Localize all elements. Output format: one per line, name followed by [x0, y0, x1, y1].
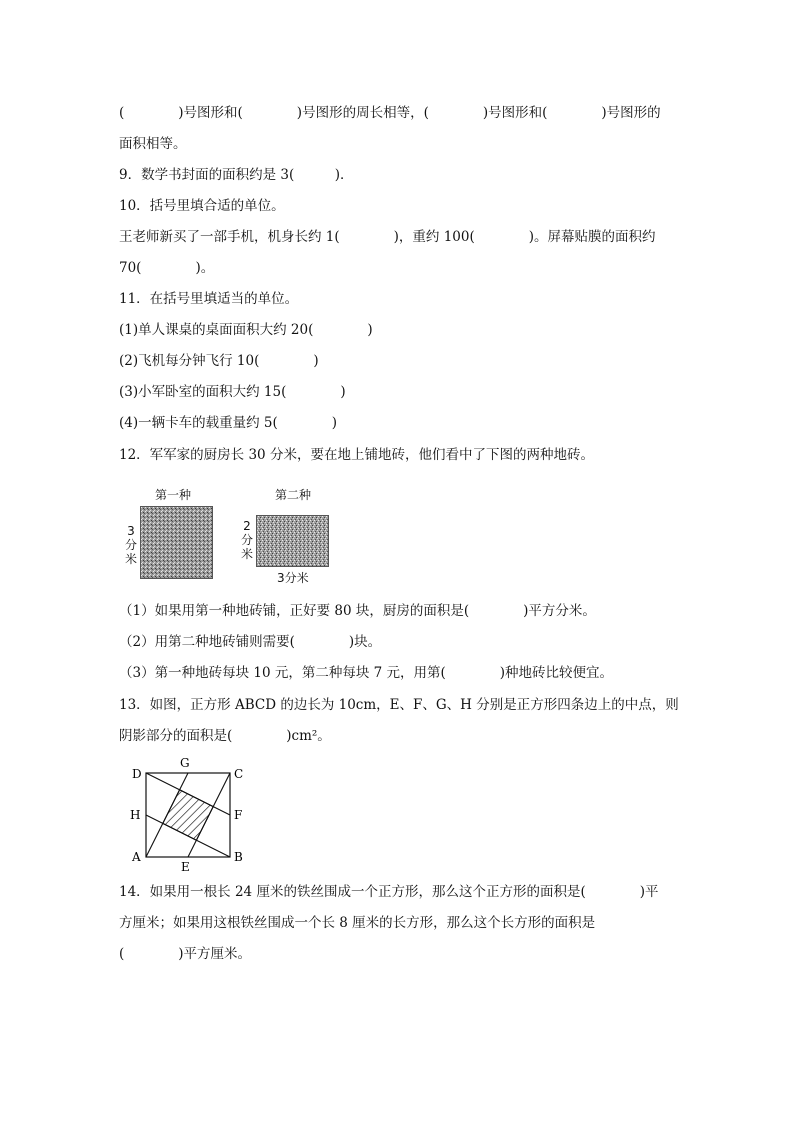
tile2-label: 第二种 — [275, 488, 312, 502]
label-a: A — [132, 850, 141, 864]
q12-sub3: （3）第一种地砖每块 10 元，第二种每块 7 元，用第( )种地砖比较便宜。 — [119, 665, 614, 681]
shaded-region — [163, 790, 213, 840]
granite-texture-2 — [257, 516, 328, 566]
tile2-side-label: 2 分 米 — [240, 519, 253, 561]
label-c: C — [234, 767, 244, 781]
label-h: H — [130, 808, 141, 822]
q12-title: 12．军军家的厨房长 30 分米，要在地上铺地砖，他们看中了下图的两种地砖。 — [119, 447, 594, 463]
q14-line1: 14．如果用一根长 24 厘米的铁丝围成一个正方形，那么这个正方形的面积是( )平 — [119, 884, 659, 900]
q10-line2: 70( )。 — [119, 260, 215, 276]
q14-line3: ( )平方厘米。 — [119, 946, 252, 962]
q11-item-4: (4)一辆卡车的载重量约 5( ) — [119, 415, 338, 431]
granite-texture-1 — [141, 507, 212, 578]
tile1-image — [140, 506, 213, 579]
label-f: F — [234, 808, 243, 822]
q8-line1: ( )号图形和( )号图形的周长相等，( )号图形和( )号图形的 — [119, 105, 661, 121]
label-e: E — [181, 860, 190, 873]
label-b: B — [234, 850, 243, 864]
q12-sub1: （1）如果用第一种地砖铺，正好要 80 块，厨房的面积是( )平方分米。 — [119, 603, 596, 619]
q9-text: 9．数学书封面的面积约是 3( )． — [119, 167, 354, 183]
q8-line2: 面积相等。 — [119, 136, 187, 152]
q11-title: 11．在括号里填适当的单位。 — [119, 291, 299, 307]
q12-sub2: （2）用第二种地砖铺则需要( )块。 — [119, 634, 382, 650]
tile2-bottom-label: 3分米 — [277, 571, 309, 585]
tile1-label: 第一种 — [155, 488, 192, 502]
q13-line1: 13．如图，正方形 ABCD 的边长为 10cm，E、F、G、H 分别是正方形四条边上的中点，则 — [119, 697, 679, 713]
label-d: D — [132, 767, 142, 781]
q10-line1: 王老师新买了一部手机，机身长约 1( )，重约 100( )。屏幕贴膜的面积约 — [119, 229, 656, 245]
label-g: G — [180, 756, 190, 770]
tile1-side-label: 3 分 米 — [124, 524, 137, 566]
tile2-image — [256, 515, 329, 567]
q11-item-1: (1)单人课桌的桌面面积大约 20( ) — [119, 322, 373, 338]
q14-line2: 方厘米；如果用这根铁丝围成一个长 8 厘米的长方形，那么这个长方形的面积是 — [119, 915, 596, 931]
q11-item-2: (2)飞机每分钟飞行 10( ) — [119, 353, 319, 369]
q13-line2: 阴影部分的面积是( )cm²。 — [119, 728, 331, 744]
square-abcd-diagram — [126, 753, 248, 873]
q11-item-3: (3)小军卧室的面积大约 15( ) — [119, 384, 346, 400]
q10-title: 10．括号里填合适的单位。 — [119, 198, 285, 214]
